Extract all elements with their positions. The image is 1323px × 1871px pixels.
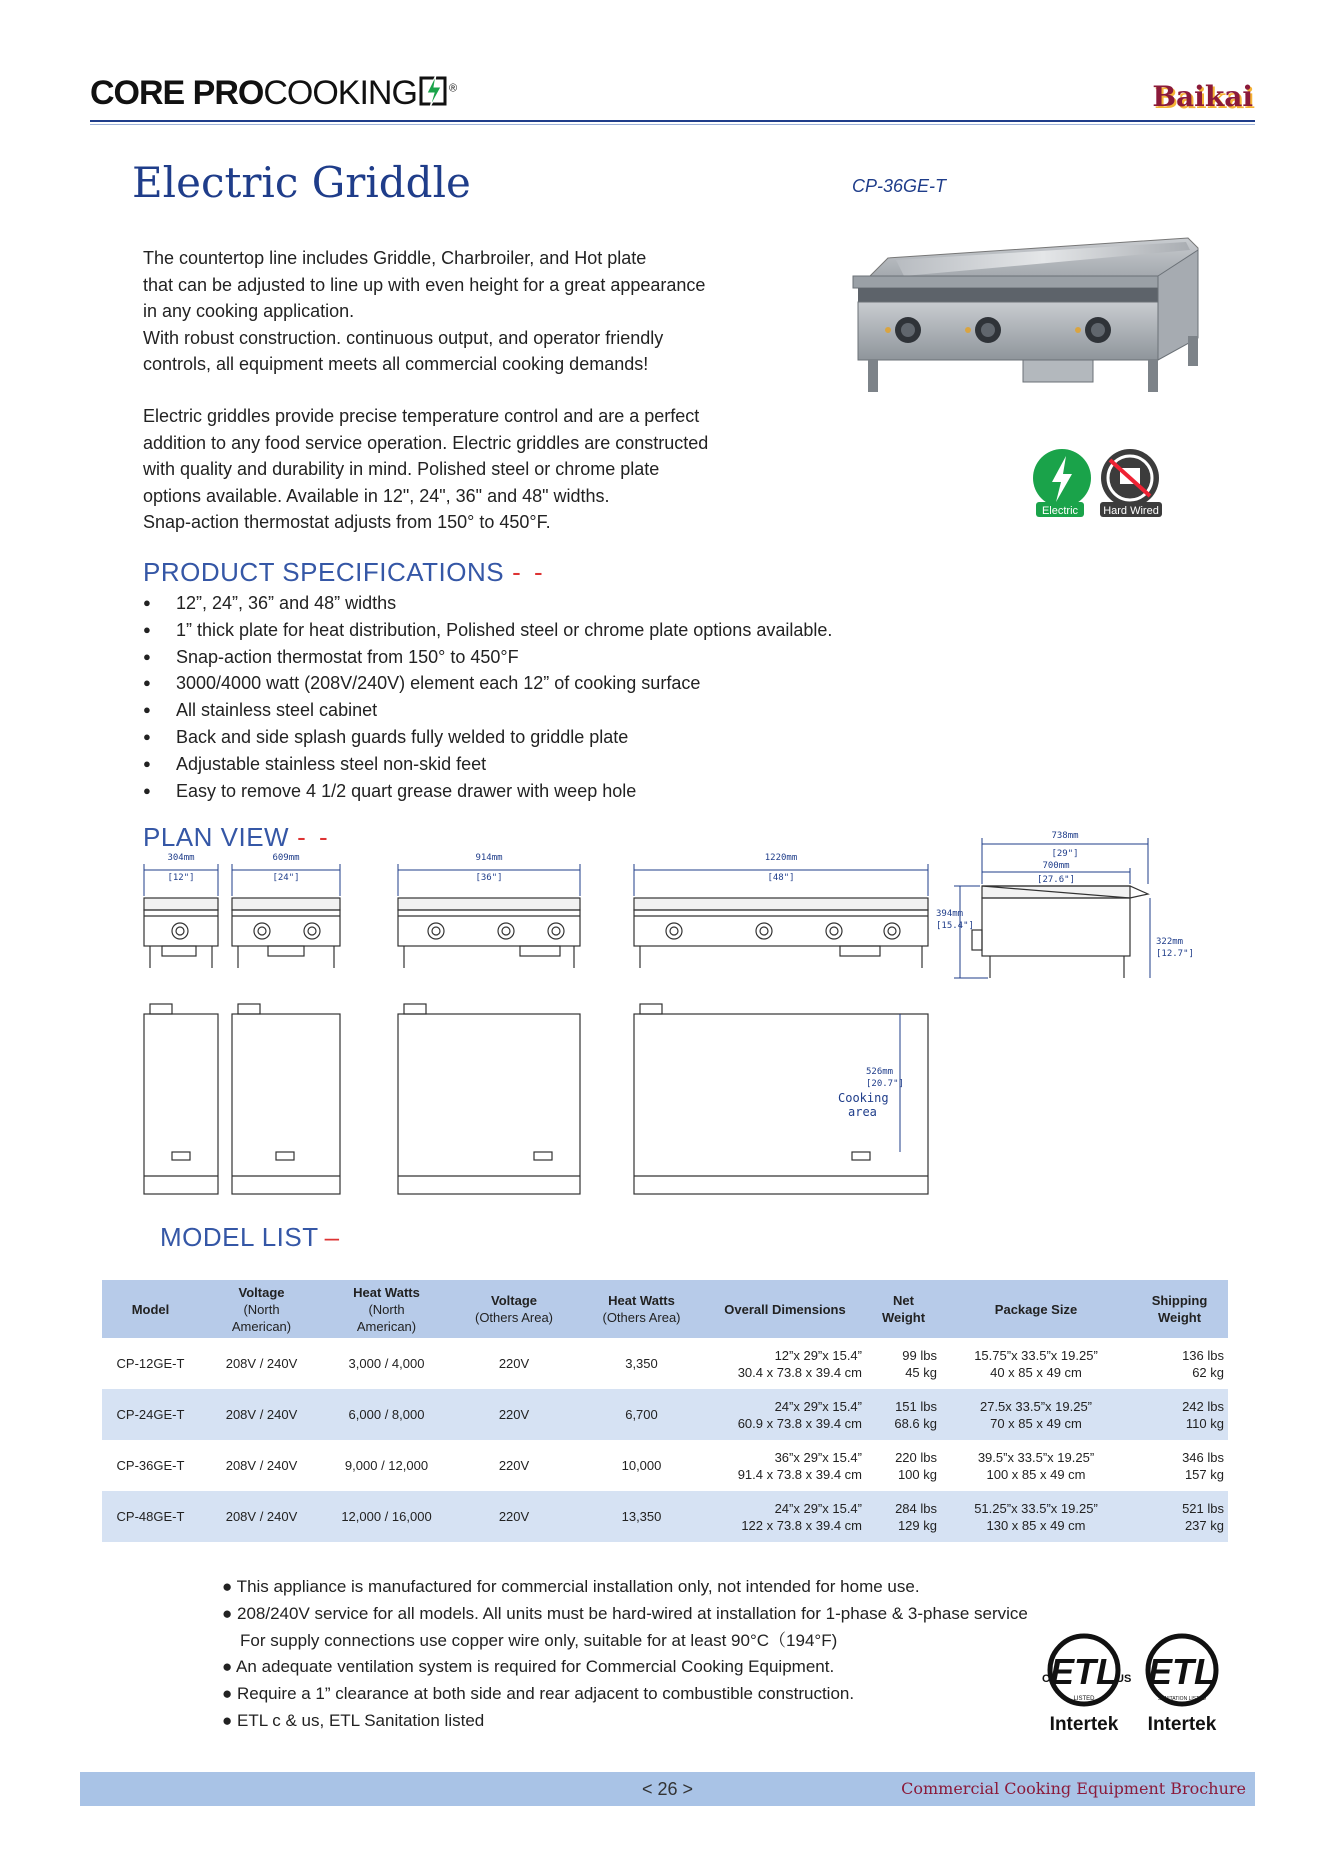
dim-height2-mm: 322mm bbox=[1156, 937, 1184, 947]
note-item: ● An adequate ventilation system is required for Commercial Cooking Equipment. bbox=[222, 1657, 835, 1677]
specifications-list bbox=[143, 590, 903, 804]
cell-voltage-na: 208V / 240V bbox=[199, 1389, 324, 1440]
hard-wired-badge-label: Hard Wired bbox=[1103, 505, 1159, 517]
etl-us-text: US bbox=[1116, 1673, 1132, 1685]
table-row bbox=[102, 1491, 1228, 1542]
th-shipping-weight: Shipping Weight bbox=[1131, 1280, 1228, 1338]
brand-light: COOKING bbox=[263, 74, 417, 112]
cell-net-weight: 151 lbs 68.6 kg bbox=[866, 1389, 941, 1440]
th-voltage-na: Voltage (North American) bbox=[199, 1280, 324, 1338]
top-view-36 bbox=[398, 1004, 580, 1194]
cell-watts-oa: 6,700 bbox=[579, 1389, 704, 1440]
th-watts-oa: Heat Watts (Others Area) bbox=[579, 1280, 704, 1338]
cell-dimensions: 24”x 29”x 15.4” 122 x 73.8 x 39.4 cm bbox=[704, 1491, 866, 1542]
page-title: Electric Griddle bbox=[132, 158, 471, 207]
dim-48-in: [48"] bbox=[767, 873, 795, 883]
header-rule-thin bbox=[90, 124, 1255, 125]
cell-net-weight: 220 lbs 100 kg bbox=[866, 1440, 941, 1491]
dim-36-in: [36"] bbox=[475, 873, 503, 883]
spec-item: ● All stainless steel cabinet bbox=[143, 697, 903, 724]
th-watts-na: Heat Watts (North American) bbox=[324, 1280, 449, 1338]
dim-cook-mm: 526mm bbox=[866, 1067, 894, 1077]
etl-sanitation-listed-text: SANITATION LISTED bbox=[1157, 1696, 1207, 1702]
cell-net-weight: 99 lbs 45 kg bbox=[866, 1338, 941, 1389]
intro-line: in any cooking application. bbox=[143, 301, 355, 321]
etl-text: ETL bbox=[1050, 1651, 1118, 1692]
intertek-label: Intertek bbox=[1147, 1714, 1217, 1735]
dim-24-in: [24"] bbox=[272, 873, 300, 883]
cell-voltage-na: 208V / 240V bbox=[199, 1338, 324, 1389]
heading-dash: – bbox=[324, 1222, 340, 1252]
cell-shipping-weight: 521 lbs 237 kg bbox=[1131, 1491, 1228, 1542]
electric-badge-label: Electric bbox=[1041, 505, 1079, 517]
cell-model: CP-24GE-T bbox=[102, 1389, 199, 1440]
plan-view-heading-text: PLAN VIEW bbox=[143, 822, 290, 852]
partner-logo: Baikai bbox=[1152, 80, 1253, 113]
note-item: ● This appliance is manufactured for commercial installation only, not intended for home use. bbox=[222, 1577, 920, 1596]
bolt-logo-icon bbox=[419, 74, 449, 108]
front-view-24 bbox=[232, 898, 340, 968]
model-list-heading-text: MODEL LIST bbox=[160, 1222, 319, 1252]
spec-item: ● Back and side splash guards fully welded to griddle plate bbox=[143, 724, 903, 751]
dim-12-mm: 304mm bbox=[167, 853, 195, 863]
th-net-weight: Net Weight bbox=[866, 1280, 941, 1338]
dim-48-mm: 1220mm bbox=[764, 853, 798, 863]
plan-dimension-labels bbox=[167, 831, 1193, 1119]
table-row bbox=[102, 1389, 1228, 1440]
grease-trough bbox=[858, 288, 1158, 302]
dim-cook-in: [20.7"] bbox=[866, 1079, 904, 1089]
spec-item: ● 1” thick plate for heat distribution, Polished steel or chrome plate options available. bbox=[143, 617, 903, 644]
registered-mark: ® bbox=[448, 82, 457, 95]
specifications-heading-text: PRODUCT SPECIFICATIONS bbox=[143, 557, 505, 587]
specifications-heading bbox=[143, 557, 546, 588]
front-view-48 bbox=[634, 898, 928, 968]
dim-24-mm: 609mm bbox=[272, 853, 300, 863]
etl-sanitation-icon bbox=[1148, 1636, 1216, 1704]
dim-height-mm: 394mm bbox=[936, 909, 964, 919]
th-model: Model bbox=[102, 1280, 199, 1338]
hard-wired-plug-icon bbox=[1101, 449, 1159, 507]
intro-line: that can be adjusted to line up with even height for a great appearance bbox=[143, 274, 706, 295]
cell-package-size: 39.5”x 33.5”x 19.25” 100 x 85 x 49 cm bbox=[941, 1440, 1131, 1491]
brand-bold: CORE PRO bbox=[90, 74, 264, 112]
description-line: options available. Available in 12", 24", 36" and 48" widths. bbox=[143, 485, 610, 506]
top-view-24 bbox=[232, 1004, 340, 1194]
cell-watts-oa: 13,350 bbox=[579, 1491, 704, 1542]
spec-item: ● 12”, 24”, 36” and 48” widths bbox=[143, 590, 903, 617]
table-row bbox=[102, 1440, 1228, 1491]
dim-depth-in: [29"] bbox=[1051, 849, 1079, 859]
model-table bbox=[102, 1280, 1228, 1542]
etl-certification-marks bbox=[1032, 1622, 1232, 1740]
spec-item: ● 3000/4000 watt (208V/240V) element each 12” of cooking surface bbox=[143, 670, 903, 697]
cell-watts-na: 9,000 / 12,000 bbox=[324, 1440, 449, 1491]
cell-watts-oa: 10,000 bbox=[579, 1440, 704, 1491]
cell-dimensions: 24”x 29”x 15.4” 60.9 x 73.8 x 39.4 cm bbox=[704, 1389, 866, 1440]
cell-voltage-oa: 220V bbox=[449, 1389, 579, 1440]
model-list-heading bbox=[160, 1222, 339, 1253]
electric-bolt-icon bbox=[1033, 449, 1091, 507]
cell-dimensions: 36”x 29”x 15.4” 91.4 x 73.8 x 39.4 cm bbox=[704, 1440, 866, 1491]
dim-height2-in: [12.7"] bbox=[1156, 949, 1194, 959]
heading-dash: - - bbox=[297, 822, 331, 852]
description-line: Snap-action thermostat adjusts from 150° to 450°F. bbox=[143, 512, 551, 532]
header-rule bbox=[90, 120, 1255, 122]
spec-item: ● Snap-action thermostat from 150° to 450°F bbox=[143, 644, 903, 671]
page-number: < 26 > bbox=[641, 1779, 694, 1799]
installation-notes bbox=[222, 1574, 1028, 1735]
dim-depth-mm: 738mm bbox=[1051, 831, 1079, 841]
cooking-area-label-1: Cooking bbox=[838, 1091, 889, 1105]
cell-voltage-oa: 220V bbox=[449, 1440, 579, 1491]
cell-watts-na: 6,000 / 8,000 bbox=[324, 1389, 449, 1440]
heading-dash: - - bbox=[512, 557, 546, 587]
cell-model: CP-48GE-T bbox=[102, 1491, 199, 1542]
cell-shipping-weight: 242 lbs 110 kg bbox=[1131, 1389, 1228, 1440]
th-dimensions: Overall Dimensions bbox=[704, 1280, 866, 1338]
model-code: CP-36GE-T bbox=[852, 176, 947, 196]
cell-model: CP-36GE-T bbox=[102, 1440, 199, 1491]
intro-line: controls, all equipment meets all commercial cooking demands! bbox=[143, 354, 649, 374]
etl-sanitation-text: ETL bbox=[1148, 1651, 1216, 1692]
top-view-12 bbox=[144, 1004, 218, 1194]
description-line: with quality and durability in mind. Polished steel or chrome plate bbox=[143, 459, 660, 479]
note-item: For supply connections use copper wire only, suitable for at least 90°C（194°F) bbox=[240, 1630, 838, 1650]
th-voltage-oa: Voltage (Others Area) bbox=[449, 1280, 579, 1338]
note-item: ● 208/240V service for all models. All units must be hard-wired at installation for 1-phase & 3-phase service bbox=[222, 1603, 1028, 1623]
plan-view-drawing bbox=[140, 830, 1200, 1200]
cooking-area-label-2: area bbox=[848, 1105, 877, 1119]
table-header-row bbox=[102, 1280, 1228, 1338]
cell-package-size: 51.25”x 33.5”x 19.25” 130 x 85 x 49 cm bbox=[941, 1491, 1131, 1542]
dim-12-in: [12"] bbox=[167, 873, 195, 883]
description-line: addition to any food service operation. Electric griddles are constructed bbox=[143, 432, 709, 453]
table-row bbox=[102, 1338, 1228, 1389]
intro-line: With robust construction. continuous output, and operator friendly bbox=[143, 327, 664, 348]
th-package-size: Package Size bbox=[941, 1280, 1131, 1338]
cell-watts-na: 3,000 / 4,000 bbox=[324, 1338, 449, 1389]
cell-dimensions: 12”x 29”x 15.4” 30.4 x 73.8 x 39.4 cm bbox=[704, 1338, 866, 1389]
cell-voltage-oa: 220V bbox=[449, 1491, 579, 1542]
griddle-product-image bbox=[848, 228, 1208, 418]
intro-paragraph bbox=[143, 245, 763, 378]
etl-c-text: C bbox=[1042, 1673, 1050, 1685]
feature-badges bbox=[1030, 448, 1165, 520]
note-item: ● ETL c & us, ETL Sanitation listed bbox=[222, 1710, 485, 1730]
dim-inner-mm: 700mm bbox=[1042, 861, 1070, 871]
cell-watts-oa: 3,350 bbox=[579, 1338, 704, 1389]
cell-shipping-weight: 136 lbs 62 kg bbox=[1131, 1338, 1228, 1389]
cell-package-size: 15.75”x 33.5”x 19.25” 40 x 85 x 49 cm bbox=[941, 1338, 1131, 1389]
description-paragraph bbox=[143, 403, 763, 536]
cell-package-size: 27.5x 33.5”x 19.25” 70 x 85 x 49 cm bbox=[941, 1389, 1131, 1440]
note-item: ● Require a 1” clearance at both side and rear adjacent to combustible construction. bbox=[222, 1684, 855, 1704]
side-view bbox=[972, 886, 1148, 978]
cell-watts-na: 12,000 / 16,000 bbox=[324, 1491, 449, 1542]
intro-line: The countertop line includes Griddle, Charbroiler, and Hot plate bbox=[143, 248, 647, 268]
dim-height-in: [15.4"] bbox=[936, 921, 974, 931]
front-view-36 bbox=[398, 898, 580, 968]
dim-inner-in: [27.6"] bbox=[1037, 875, 1075, 885]
description-line: Electric griddles provide precise temperature control and are a perfect bbox=[143, 406, 700, 426]
cell-voltage-na: 208V / 240V bbox=[199, 1491, 324, 1542]
cell-voltage-oa: 220V bbox=[449, 1338, 579, 1389]
etl-listed-text: LISTED bbox=[1073, 1696, 1095, 1702]
intertek-label: Intertek bbox=[1049, 1714, 1119, 1735]
spec-item: ● Adjustable stainless steel non-skid feet bbox=[143, 751, 903, 778]
cell-model: CP-12GE-T bbox=[102, 1338, 199, 1389]
dim-36-mm: 914mm bbox=[475, 853, 503, 863]
cell-voltage-na: 208V / 240V bbox=[199, 1440, 324, 1491]
cell-shipping-weight: 346 lbs 157 kg bbox=[1131, 1440, 1228, 1491]
spec-item: ● Easy to remove 4 1/2 quart grease drawer with weep hole bbox=[143, 778, 903, 805]
brand-logo bbox=[90, 74, 456, 113]
cell-net-weight: 284 lbs 129 kg bbox=[866, 1491, 941, 1542]
etl-listed-icon bbox=[1042, 1636, 1131, 1704]
front-view-12 bbox=[144, 898, 218, 968]
footer-title: Commercial Cooking Equipment Brochure bbox=[901, 1779, 1246, 1798]
